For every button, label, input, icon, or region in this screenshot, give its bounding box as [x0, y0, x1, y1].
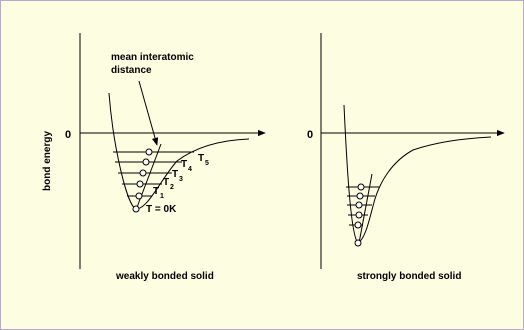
- left-mean-point: [133, 206, 139, 212]
- left-panel: [42, 33, 265, 282]
- right-zero-label: 0: [307, 129, 314, 141]
- svg-text:T: T: [181, 159, 188, 170]
- right-mean-point: [358, 184, 364, 190]
- left-mean-point: [146, 149, 152, 155]
- svg-text:2: 2: [170, 184, 174, 191]
- svg-text:4: 4: [188, 166, 192, 173]
- svg-text:T: T: [172, 169, 179, 180]
- right-mean-point: [356, 202, 362, 208]
- svg-text:T: T: [163, 177, 170, 188]
- left-energy-curve: [109, 93, 249, 209]
- svg-text:5: 5: [205, 160, 209, 167]
- left-caption: weakly bonded solid: [116, 271, 214, 282]
- svg-text:3: 3: [179, 176, 183, 183]
- svg-text:T: T: [153, 186, 160, 197]
- left-mean-point: [143, 159, 149, 165]
- right-panel: [307, 33, 504, 282]
- y-axis-label: bond energy: [42, 130, 53, 191]
- left-mean-point: [137, 181, 143, 187]
- temp-label-t5: [198, 153, 209, 167]
- t0-label: T = 0K: [146, 204, 177, 215]
- temp-label-t3: [172, 169, 183, 183]
- left-zero-label: 0: [65, 129, 72, 141]
- left-mean-point: [140, 170, 146, 176]
- annotation-arrow: [139, 81, 157, 145]
- right-energy-curve: [344, 105, 491, 243]
- svg-text:1: 1: [160, 193, 164, 200]
- temp-label-t1: [153, 186, 164, 200]
- right-caption: strongly bonded solid: [357, 271, 462, 282]
- annotation-text-line2: distance: [111, 65, 152, 76]
- bond-energy-diagram: [1, 1, 523, 329]
- svg-text:T: T: [198, 153, 205, 164]
- annotation-text-line1: mean interatomic: [111, 52, 194, 63]
- right-mean-point: [356, 212, 362, 218]
- right-mean-point: [357, 193, 363, 199]
- right-mean-point: [355, 240, 361, 246]
- left-mean-point: [136, 193, 142, 199]
- right-mean-point: [355, 222, 361, 228]
- temp-label-t4: [181, 159, 192, 173]
